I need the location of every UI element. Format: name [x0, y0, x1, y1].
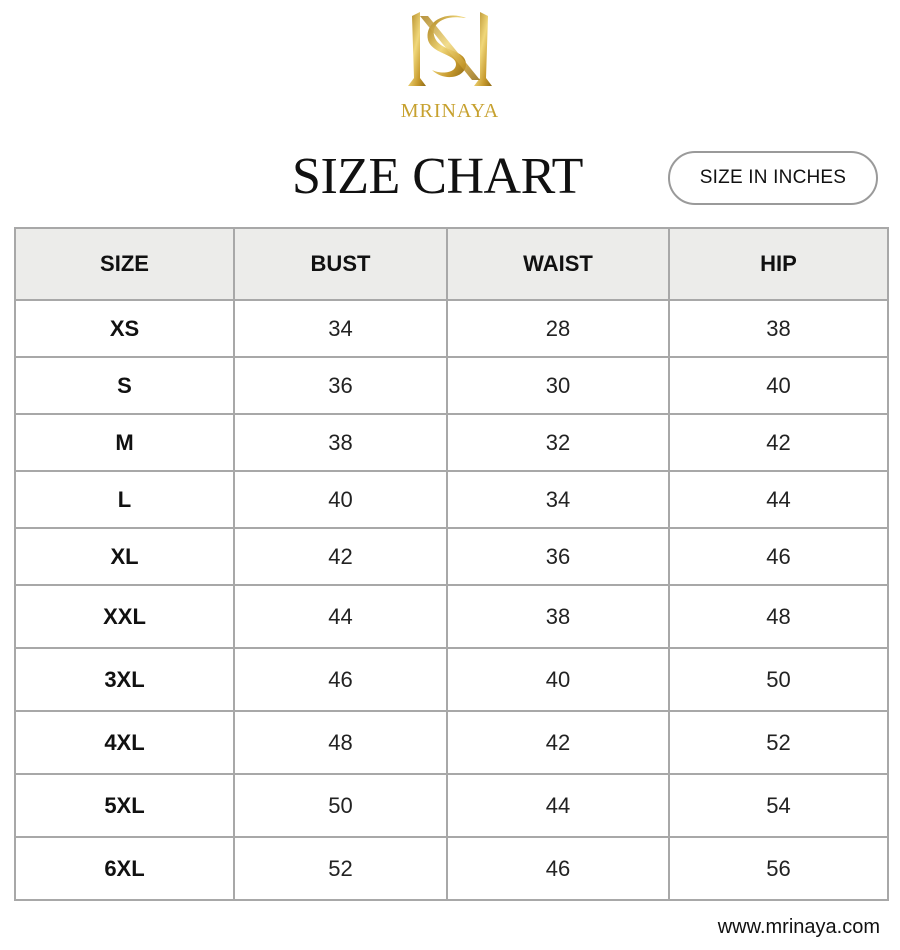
waist-cell: 30 [447, 357, 669, 414]
hip-cell: 54 [669, 774, 888, 837]
hip-cell: 48 [669, 585, 888, 648]
table-row [15, 414, 888, 471]
table-row [15, 648, 888, 711]
size-cell: XXL [15, 585, 234, 648]
size-cell: S [15, 357, 234, 414]
bust-cell: 52 [234, 837, 447, 900]
size-cell: 4XL [15, 711, 234, 774]
size-table [14, 227, 889, 901]
bust-cell: 44 [234, 585, 447, 648]
bust-cell: 50 [234, 774, 447, 837]
bust-cell: 48 [234, 711, 447, 774]
website-url: www.mrinaya.com [717, 916, 880, 938]
waist-cell: 38 [447, 585, 669, 648]
ns-monogram-logo-icon [404, 8, 496, 92]
waist-cell: 36 [447, 528, 669, 585]
table-row [15, 528, 888, 585]
size-cell: XS [15, 300, 234, 357]
waist-cell: 28 [447, 300, 669, 357]
bust-cell: 36 [234, 357, 447, 414]
hip-cell: 50 [669, 648, 888, 711]
size-cell: 5XL [15, 774, 234, 837]
unit-badge: SIZE IN INCHES [668, 151, 878, 205]
bust-cell: 40 [234, 471, 447, 528]
hip-cell: 38 [669, 300, 888, 357]
size-cell: 3XL [15, 648, 234, 711]
table-row [15, 471, 888, 528]
header-hip: HIP [669, 228, 888, 300]
waist-cell: 34 [447, 471, 669, 528]
hip-cell: 42 [669, 414, 888, 471]
waist-cell: 32 [447, 414, 669, 471]
table-row [15, 837, 888, 900]
size-cell: L [15, 471, 234, 528]
table-row [15, 300, 888, 357]
page-title: SIZE CHART [292, 148, 583, 205]
table-row [15, 357, 888, 414]
header-bust: BUST [234, 228, 447, 300]
waist-cell: 40 [447, 648, 669, 711]
brand-name: MRINAYA [400, 100, 500, 122]
header-waist: WAIST [447, 228, 669, 300]
bust-cell: 42 [234, 528, 447, 585]
waist-cell: 46 [447, 837, 669, 900]
bust-cell: 34 [234, 300, 447, 357]
bust-cell: 46 [234, 648, 447, 711]
size-cell: M [15, 414, 234, 471]
hip-cell: 46 [669, 528, 888, 585]
table-header-row [15, 228, 888, 300]
size-cell: 6XL [15, 837, 234, 900]
hip-cell: 40 [669, 357, 888, 414]
brand-logo [398, 8, 502, 126]
table-row [15, 585, 888, 648]
waist-cell: 42 [447, 711, 669, 774]
waist-cell: 44 [447, 774, 669, 837]
hip-cell: 56 [669, 837, 888, 900]
hip-cell: 52 [669, 711, 888, 774]
hip-cell: 44 [669, 471, 888, 528]
bust-cell: 38 [234, 414, 447, 471]
table-row [15, 711, 888, 774]
header-size: SIZE [15, 228, 234, 300]
table-row [15, 774, 888, 837]
size-cell: XL [15, 528, 234, 585]
